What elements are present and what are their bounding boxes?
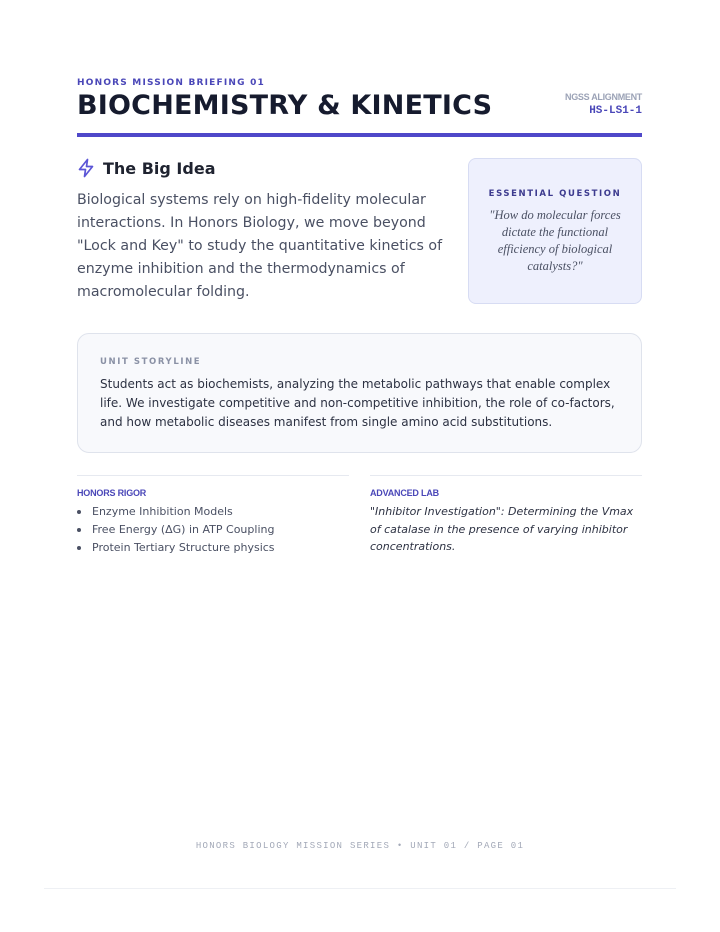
honors-rigor-label: HONORS RIGOR [77, 488, 147, 498]
honors-rigor-section [77, 475, 349, 557]
big-idea-body: Biological systems rely on high-fidelity molecular interactions. In Honors Biology, we move beyond "Lock and Key" to study the quantitative kinetics of enzyme inhibition and the thermodynamics of macromolecular folding. [77, 192, 443, 300]
page-title: BIOCHEMISTRY & KINETICS [77, 90, 493, 121]
storyline-text: Students act as biochemists, analyzing the metabolic pathways that enable complex life. We investigate competitive and non-competitive inhibition, the role of co-factors, and how metabolic diseases manifest from single amino acid substitutions. [100, 377, 615, 429]
page-footer: HONORS BIOLOGY MISSION SERIES • UNIT 01 / PAGE 01 [195, 841, 525, 851]
storyline-label: UNIT STORYLINE [100, 357, 202, 367]
advanced-lab-text: "Inhibitor Investigation": Determining the Vmax of catalase in the presence of varying inhibitor concentrations. [370, 505, 634, 553]
big-idea-title: The Big Idea [103, 158, 216, 178]
ngss-label: NGSS ALIGNMENT [565, 92, 642, 102]
list-item [77, 521, 349, 539]
list-item-text: Enzyme Inhibition Models [92, 505, 233, 518]
advanced-lab-section [370, 475, 642, 556]
essential-question-card [468, 158, 642, 304]
ngss-code: HS-LS1-1 [589, 105, 642, 117]
briefing-kicker: HONORS MISSION BRIEFING 01 [77, 78, 266, 88]
honors-rigor-list [77, 503, 349, 557]
list-item [77, 503, 349, 521]
bullet-icon [77, 528, 81, 532]
list-item-text: Protein Tertiary Structure physics [92, 541, 275, 554]
unit-storyline-card [77, 333, 642, 453]
big-idea-heading [77, 158, 215, 178]
header-divider [77, 133, 642, 137]
advanced-lab-label: ADVANCED LAB [370, 488, 439, 498]
list-item-text: Free Energy (ΔG) in ATP Coupling [92, 523, 275, 536]
list-item [77, 539, 349, 557]
bullet-icon [77, 510, 81, 514]
essential-question-text: "How do molecular forces dictate the functional efficiency of biological catalysts?" [489, 208, 621, 273]
essential-question-label: ESSENTIAL QUESTION [488, 189, 622, 199]
ngss-alignment [565, 92, 642, 117]
footer-divider [44, 888, 676, 889]
lightning-bolt-icon [77, 158, 95, 178]
bullet-icon [77, 546, 81, 550]
